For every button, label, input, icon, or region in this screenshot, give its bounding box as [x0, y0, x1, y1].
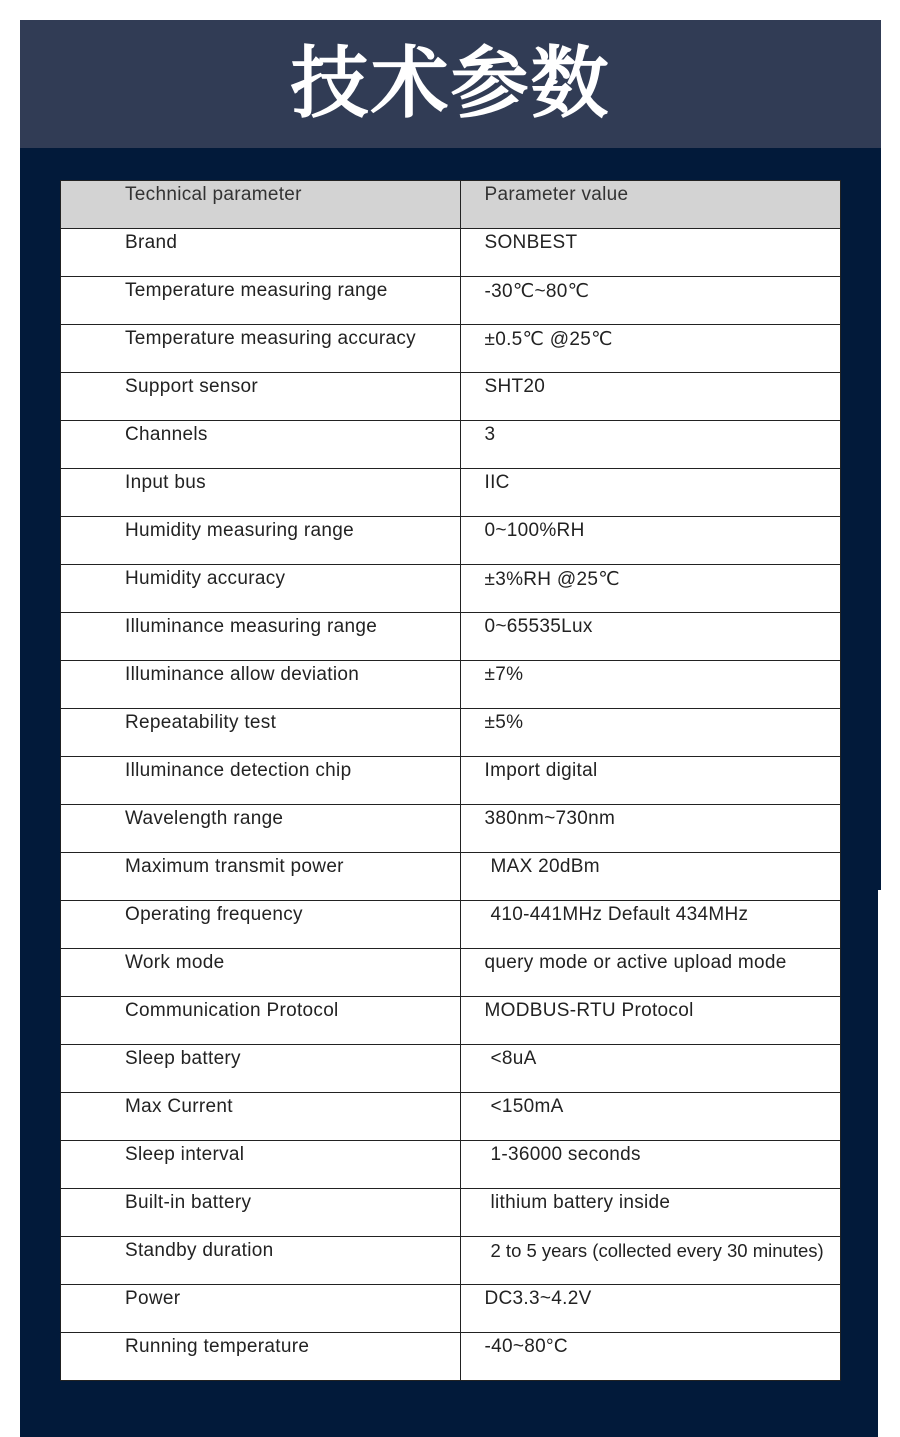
- param-cell: [61, 1141, 461, 1189]
- value-cell: [460, 229, 841, 277]
- column-header-label: Parameter value: [484, 184, 629, 205]
- table-header-row: [61, 181, 841, 229]
- value-cell: [460, 997, 841, 1045]
- param-cell: [61, 1189, 461, 1237]
- param-value: ±5%: [484, 712, 524, 733]
- param-value: ±7%: [484, 664, 524, 685]
- table-row: [61, 469, 841, 517]
- param-cell: [61, 1237, 461, 1285]
- param-cell: [61, 277, 461, 325]
- param-value: 3: [484, 424, 496, 445]
- param-value: Import digital: [484, 760, 598, 781]
- table-row: [61, 517, 841, 565]
- param-cell: [61, 709, 461, 757]
- param-value: SHT20: [484, 376, 546, 397]
- table-row: [61, 901, 841, 949]
- title-banner: [20, 20, 881, 148]
- value-cell: [460, 613, 841, 661]
- param-label: Humidity accuracy: [125, 568, 286, 589]
- param-label: Input bus: [125, 472, 206, 493]
- param-cell: [61, 1285, 461, 1333]
- param-cell: [61, 997, 461, 1045]
- table-row: [61, 325, 841, 373]
- value-cell: [460, 325, 841, 373]
- value-cell: [460, 1045, 841, 1093]
- param-cell: [61, 1333, 461, 1381]
- table-row: [61, 805, 841, 853]
- value-cell: [460, 757, 841, 805]
- param-cell: [61, 229, 461, 277]
- param-label: Sleep interval: [125, 1144, 245, 1165]
- value-cell: [460, 1141, 841, 1189]
- table-row: [61, 277, 841, 325]
- param-cell: [61, 421, 461, 469]
- param-label: Humidity measuring range: [125, 520, 354, 541]
- table-row: [61, 949, 841, 997]
- param-value: 380nm~730nm: [484, 808, 616, 829]
- param-value: MODBUS-RTU Protocol: [484, 1000, 694, 1021]
- column-header-parameter: [61, 181, 461, 229]
- table-row: [61, 1093, 841, 1141]
- param-cell: [61, 853, 461, 901]
- param-cell: [61, 469, 461, 517]
- param-label: Sleep battery: [125, 1048, 241, 1069]
- param-cell: [61, 373, 461, 421]
- param-label: Maximum transmit power: [125, 856, 344, 877]
- param-value: <150mA: [490, 1096, 564, 1117]
- table-row: [61, 1189, 841, 1237]
- param-cell: [61, 613, 461, 661]
- value-cell: [460, 805, 841, 853]
- table-row: [61, 997, 841, 1045]
- param-label: Brand: [125, 232, 178, 253]
- value-cell: [460, 853, 841, 901]
- value-cell: [460, 661, 841, 709]
- value-cell: [460, 1285, 841, 1333]
- value-cell: [460, 277, 841, 325]
- param-cell: [61, 949, 461, 997]
- param-value: 0~100%RH: [484, 520, 585, 541]
- param-value: 410-441MHz Default 434MHz: [490, 904, 749, 925]
- param-label: Illuminance allow deviation: [125, 664, 360, 685]
- table-row: [61, 709, 841, 757]
- value-cell: [460, 1237, 841, 1285]
- param-cell: [61, 757, 461, 805]
- table-row: [61, 1141, 841, 1189]
- param-label: Illuminance measuring range: [125, 616, 378, 637]
- param-cell: [61, 325, 461, 373]
- table-row: [61, 229, 841, 277]
- param-label: Running temperature: [125, 1336, 310, 1357]
- param-label: Work mode: [125, 952, 225, 973]
- param-value: SONBEST: [484, 232, 578, 253]
- param-label: Communication Protocol: [125, 1000, 339, 1021]
- param-value: 0~65535Lux: [484, 616, 593, 637]
- table-row: [61, 1045, 841, 1093]
- param-value: ±3%RH @25℃: [484, 569, 620, 590]
- param-label: Wavelength range: [125, 808, 284, 829]
- value-cell: [460, 709, 841, 757]
- param-label: Illuminance detection chip: [125, 760, 352, 781]
- value-cell: [460, 373, 841, 421]
- table-row: [61, 757, 841, 805]
- param-cell: [61, 805, 461, 853]
- column-header-value: [460, 181, 841, 229]
- column-header-label: Technical parameter: [125, 184, 302, 205]
- param-label: Repeatability test: [125, 712, 277, 733]
- param-value: ±0.5℃ @25℃: [484, 329, 613, 350]
- param-value: -30℃~80℃: [484, 281, 590, 302]
- param-value: lithium battery inside: [490, 1192, 671, 1213]
- value-cell: [460, 469, 841, 517]
- param-cell: [61, 1093, 461, 1141]
- param-label: Temperature measuring accuracy: [125, 328, 416, 349]
- value-cell: [460, 1333, 841, 1381]
- value-cell: [460, 517, 841, 565]
- spec-table: [60, 180, 841, 1381]
- param-cell: [61, 661, 461, 709]
- table-row: [61, 1333, 841, 1381]
- value-cell: [460, 1189, 841, 1237]
- param-value: 2 to 5 years (collected every 30 minutes): [490, 1240, 824, 1261]
- table-row: [61, 373, 841, 421]
- param-value: 1-36000 seconds: [490, 1144, 641, 1165]
- param-label: Power: [125, 1288, 181, 1309]
- value-cell: [460, 421, 841, 469]
- param-value: DC3.3~4.2V: [484, 1288, 592, 1309]
- page-title: 技术参数: [290, 39, 611, 129]
- table-row: [61, 661, 841, 709]
- param-label: Built-in battery: [125, 1192, 252, 1213]
- param-label: Support sensor: [125, 376, 259, 397]
- param-label: Temperature measuring range: [125, 280, 388, 301]
- table-row: [61, 421, 841, 469]
- param-value: query mode or active upload mode: [484, 952, 787, 973]
- param-cell: [61, 517, 461, 565]
- param-label: Standby duration: [125, 1240, 274, 1261]
- value-cell: [460, 949, 841, 997]
- table-row: [61, 565, 841, 613]
- param-cell: [61, 565, 461, 613]
- param-value: -40~80°C: [484, 1336, 568, 1357]
- param-cell: [61, 901, 461, 949]
- value-cell: [460, 1093, 841, 1141]
- table-row: [61, 613, 841, 661]
- table-row: [61, 1237, 841, 1285]
- table-row: [61, 853, 841, 901]
- table-row: [61, 1285, 841, 1333]
- param-label: Channels: [125, 424, 208, 445]
- value-cell: [460, 565, 841, 613]
- param-cell: [61, 1045, 461, 1093]
- param-value: IIC: [484, 472, 510, 493]
- param-label: Operating frequency: [125, 904, 303, 925]
- param-label: Max Current: [125, 1096, 233, 1117]
- param-value: MAX 20dBm: [490, 856, 600, 877]
- value-cell: [460, 901, 841, 949]
- param-value: <8uA: [490, 1048, 537, 1069]
